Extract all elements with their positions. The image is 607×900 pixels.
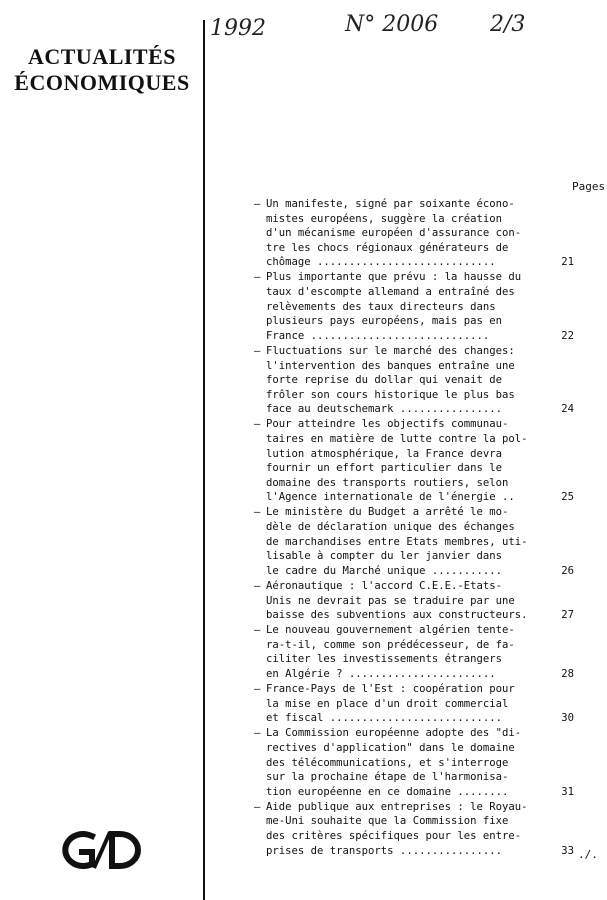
toc-entry-dash: –: [254, 579, 261, 592]
toc-entry-dash: –: [254, 800, 261, 813]
toc-entry-page-number: 25: [561, 491, 574, 504]
table-of-contents: [254, 197, 574, 859]
toc-entry-page-number: 24: [561, 403, 574, 416]
toc-entry-line: Un manifeste, signé par soixante écono-: [266, 198, 515, 210]
toc-entry-line: taires en matière de lutte contre la pol-: [266, 433, 528, 445]
toc-entry-page-number: 22: [561, 329, 574, 342]
toc-entry-line: Le nouveau gouvernement algérien tente-: [266, 624, 515, 637]
toc-entry-line: France-Pays de l'Est : coopération pour: [266, 683, 515, 696]
toc-entry: [254, 417, 574, 505]
toc-entry-line: taux d'escompte allemand a entraîné des: [266, 286, 515, 299]
toc-entry-line: en Algérie ? .......................: [266, 668, 496, 680]
toc-entry-line: La Commission européenne adopte des "di-: [266, 727, 522, 740]
toc-entry-dash: –: [254, 418, 261, 431]
toc-entry-line: Aide publique aux entreprises : le Royau-: [266, 800, 528, 813]
toc-entry-page-number: 26: [561, 564, 574, 577]
toc-entry-line: prises de transports ................: [266, 844, 502, 857]
toc-entry-line: et fiscal ...........................: [266, 712, 502, 725]
toc-entry-page-number: 31: [561, 785, 574, 798]
toc-entry-line: frôler son cours historique le plus bas: [266, 388, 515, 401]
toc-entry: [254, 800, 574, 858]
toc-entry: [254, 270, 574, 343]
handwritten-part: 2/3: [490, 12, 526, 37]
toc-entry: [254, 623, 574, 681]
toc-entry-line: tre les chocs régionaux générateurs de: [266, 241, 509, 254]
toc-entry-line: sur la prochaine étape de l'harmonisa-: [266, 771, 509, 784]
toc-entry-line: Fluctuations sur le marché des changes:: [266, 344, 515, 357]
toc-entry-line: France ............................: [266, 329, 490, 342]
toc-entry-page-number: 21: [561, 256, 574, 269]
toc-entry-line: domaine des transports routiers, selon: [266, 476, 509, 489]
toc-entry-dash: –: [254, 624, 261, 637]
toc-entry: [254, 197, 574, 270]
pages-column-header: Pages: [572, 180, 606, 193]
toc-entry: [254, 682, 574, 726]
toc-entry-line: le cadre du Marché unique ...........: [266, 564, 502, 577]
toc-entry-line: lution atmosphérique, la France devra: [266, 447, 502, 460]
toc-entry-line: mistes européens, suggère la création: [266, 212, 502, 225]
toc-entry-line: face au deutschemark ................: [266, 403, 502, 416]
toc-entry-dash: –: [254, 506, 261, 519]
masthead: [12, 44, 192, 96]
masthead-line-2: ÉCONOMIQUES: [14, 70, 190, 95]
toc-entry-line: forte reprise du dollar qui venait de: [266, 374, 502, 387]
toc-entry-line: des télécommunications, et s'interroge: [266, 756, 509, 769]
toc-entry-line: ra-t-il, comme son prédécesseur, de fa-: [266, 638, 515, 651]
gd-logo: [52, 826, 152, 874]
toc-entry-line: fournir un effort particulier dans le: [266, 462, 502, 475]
toc-entry: [254, 579, 574, 623]
toc-entry-page-number: 30: [561, 712, 574, 725]
toc-entry-line: d'un mécanisme européen d'assurance con-: [266, 227, 522, 240]
vertical-divider: [203, 20, 205, 900]
toc-entry: [254, 505, 574, 578]
toc-entry: [254, 344, 574, 417]
handwritten-year: 1992: [210, 16, 266, 41]
toc-entry-line: ciliter les investissements étrangers: [266, 653, 502, 666]
toc-entry-dash: –: [254, 198, 261, 210]
toc-entry-line: Unis ne devrait pas se traduire par une: [266, 594, 515, 607]
toc-entry-line: de marchandises entre Etats membres, uti-: [266, 535, 528, 548]
toc-entry-line: plusieurs pays européens, mais pas en: [266, 315, 502, 328]
toc-entry-dash: –: [254, 727, 261, 740]
toc-entry-line: l'intervention des banques entraîne une: [266, 359, 515, 372]
toc-entry-dash: –: [254, 344, 261, 357]
toc-entry-line: l'Agence internationale de l'énergie ..: [266, 491, 515, 504]
toc-entry-line: Le ministère du Budget a arrêté le mo-: [266, 506, 509, 519]
toc-entry-dash: –: [254, 683, 261, 696]
toc-entry-line: lisable à compter du ler janvier dans: [266, 550, 502, 563]
toc-entry-line: tion européenne en ce domaine ........: [266, 785, 509, 798]
toc-entry-line: relèvements des taux directeurs dans: [266, 300, 496, 313]
toc-entry-line: me-Uni souhaite que la Commission fixe: [266, 815, 509, 828]
toc-entry-dash: –: [254, 271, 261, 284]
toc-entry-line: baisse des subventions aux constructeurs.: [266, 609, 528, 622]
toc-entry-page-number: 27: [561, 609, 574, 622]
toc-entry-line: rectives d'application" dans le domaine: [266, 741, 515, 754]
handwritten-issue-number: N° 2006: [345, 12, 439, 37]
toc-entry-line: chômage ............................: [266, 256, 496, 269]
toc-entry-line: la mise en place d'un droit commercial: [266, 697, 509, 710]
toc-entry-line: Plus importante que prévu : la hausse du: [266, 271, 522, 284]
toc-entry-line: Aéronautique : l'accord C.E.E.-Etats-: [266, 579, 502, 592]
toc-entry-line: Pour atteindre les objectifs communau-: [266, 418, 509, 431]
masthead-line-1: ACTUALITÉS: [27, 44, 177, 69]
toc-entry-line: des critères spécifiques pour les entre-: [266, 830, 522, 843]
toc-entry: [254, 726, 574, 799]
toc-entry-page-number: 28: [561, 668, 574, 680]
continuation-mark: ./.: [578, 848, 598, 861]
toc-entry-line: dèle de déclaration unique des échanges: [266, 521, 515, 534]
toc-entry-page-number: 33: [561, 844, 574, 857]
